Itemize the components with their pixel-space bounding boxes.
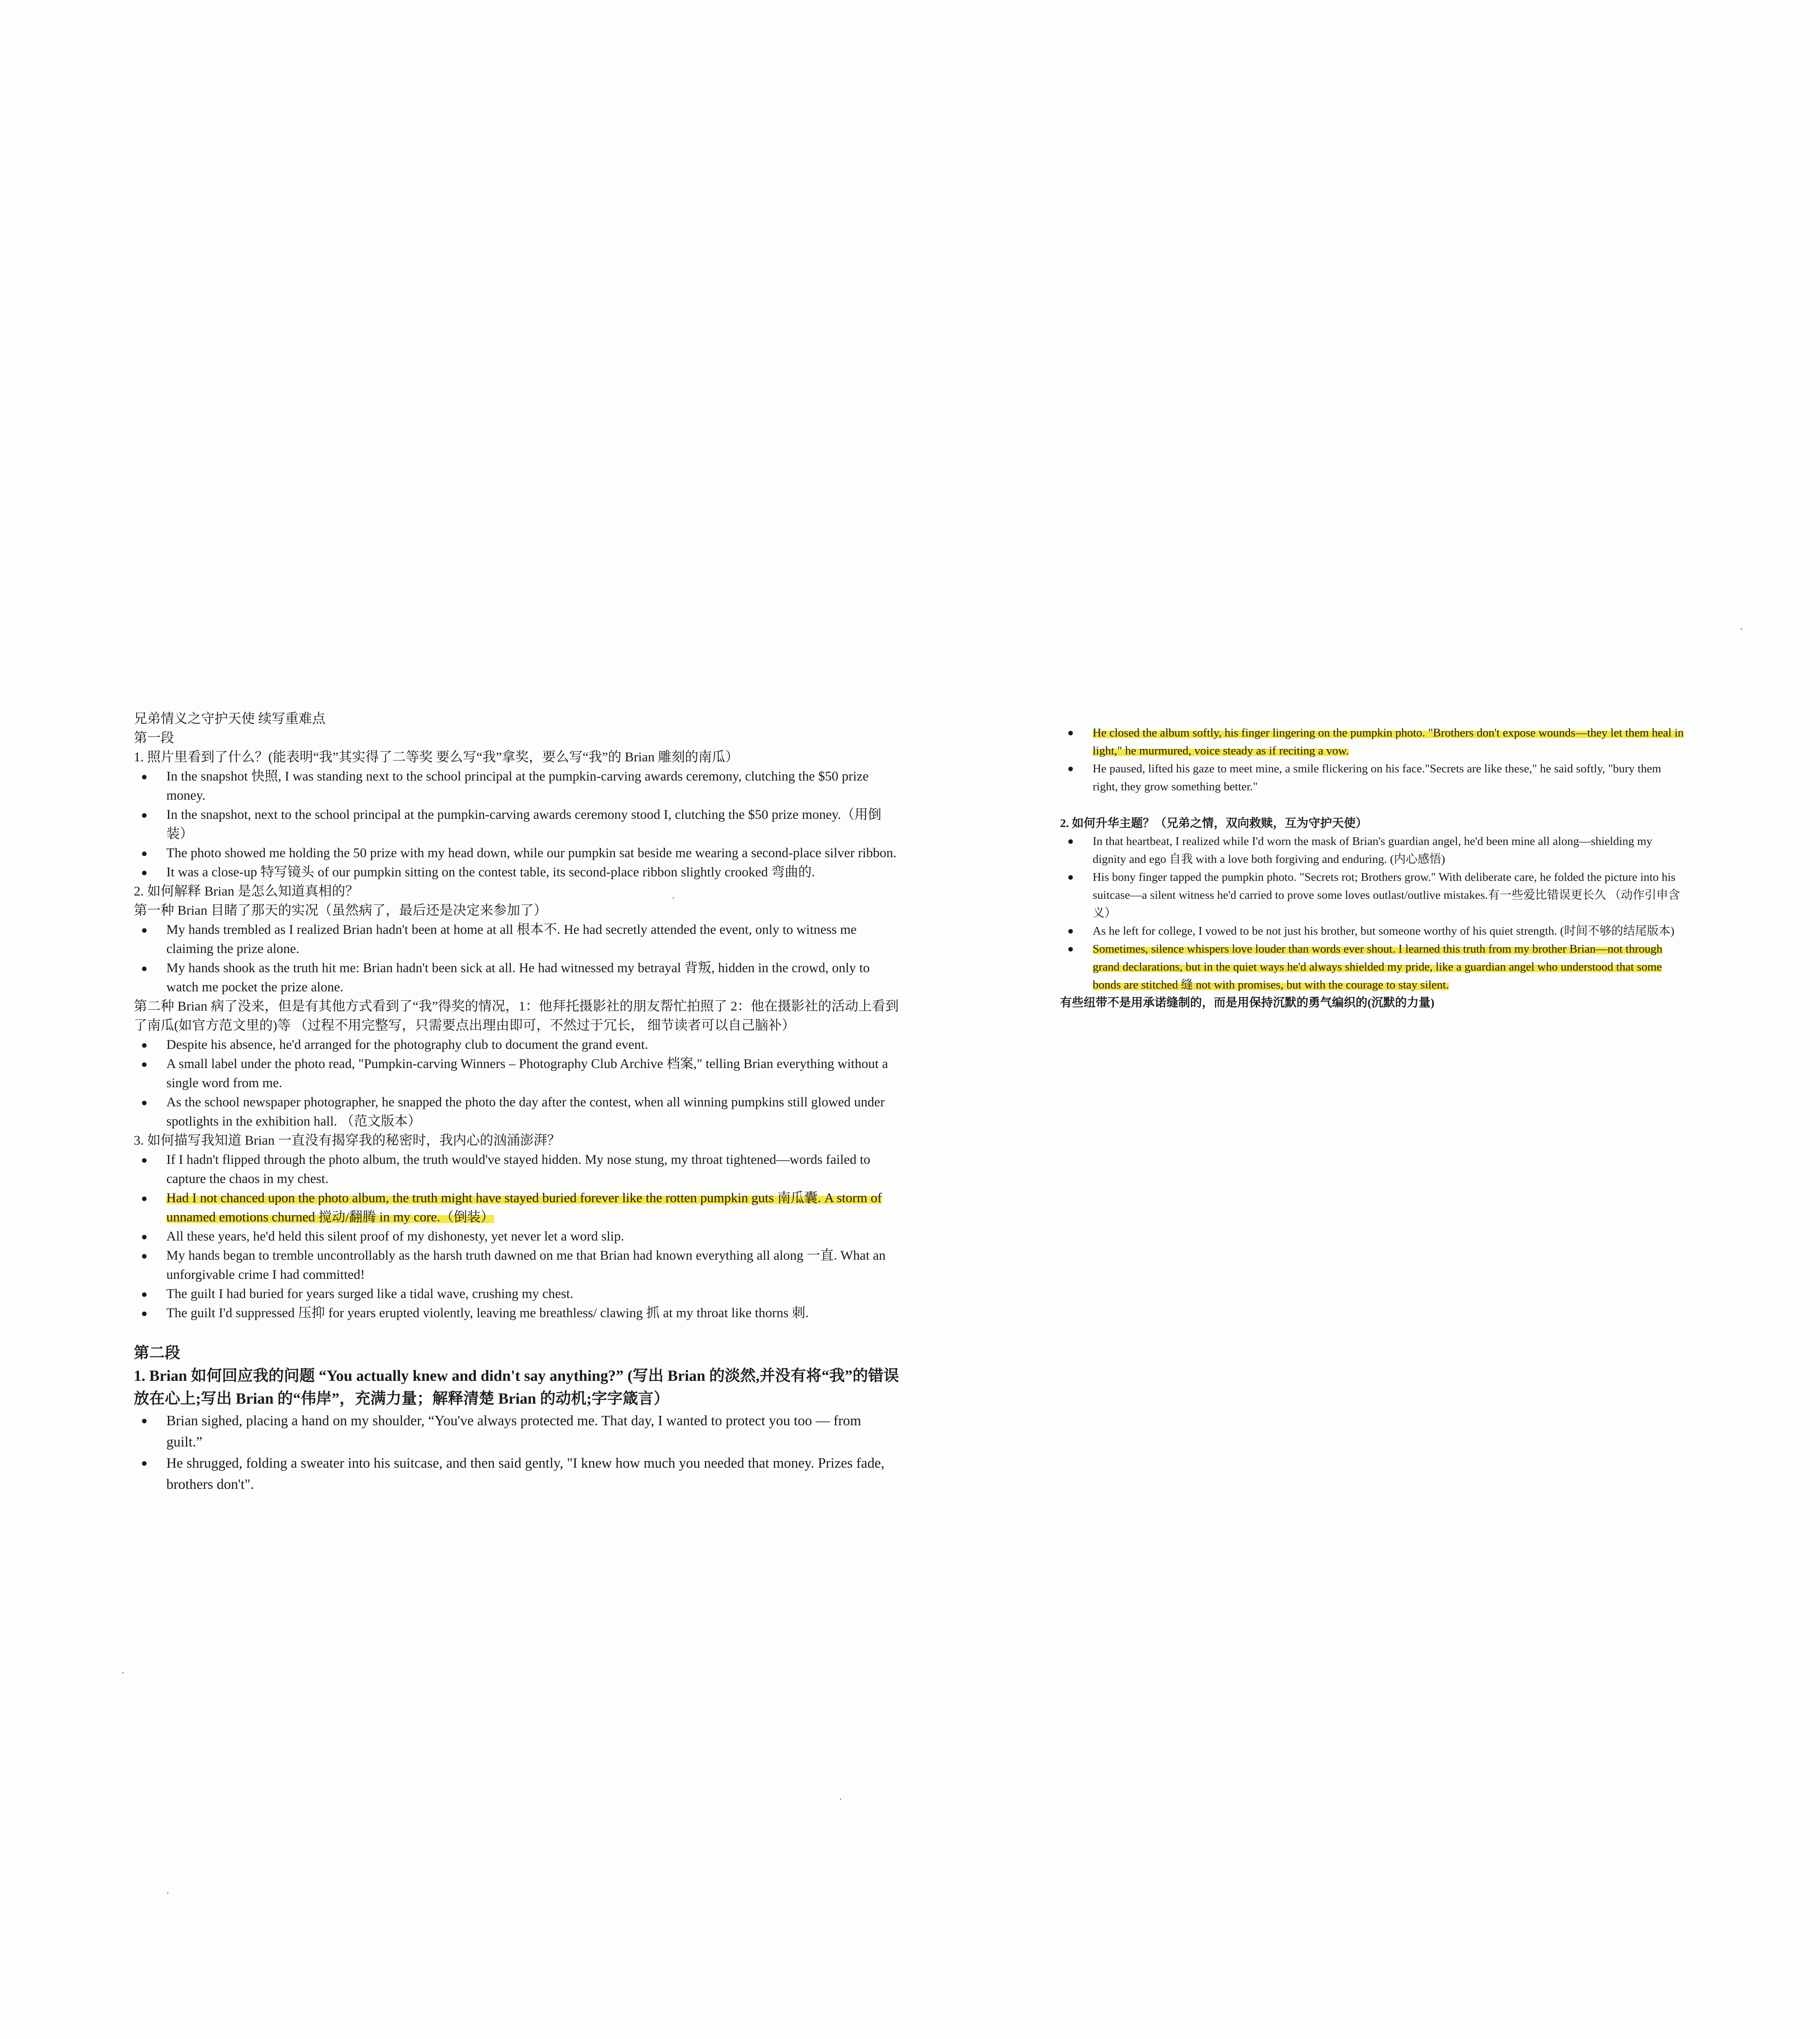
question-1: 1. 照片里看到了什么？(能表明“我”其实得了二等奖 要么写“我”拿奖，要么写“我”的 Brian 雕刻的南瓜） bbox=[134, 750, 739, 765]
list-item: ● He shrugged, folding a sweater into his suitcase, and then said gently, "I knew how much you needed that money. Prizes fade, brothers don't". bbox=[134, 1453, 900, 1495]
highlighted-text: Had I not chanced upon the photo album, the truth might have stayed buried forever like the rotten pumpkin guts 南瓜囊. A storm of unnamed emotions churned 搅动/翻腾 in my core.（倒装） bbox=[166, 1191, 882, 1225]
list-item: ● A small label under the photo read, "Pumpkin-carving Winners – Photography Club Archive 档案," telling Brian everything without a single word from me. bbox=[134, 1055, 900, 1093]
list-item-highlighted bbox=[1060, 940, 1684, 994]
scan-speck bbox=[122, 1672, 124, 1674]
list-item: ● Despite his absence, he'd arranged for the photography club to document the grand event. bbox=[134, 1035, 900, 1055]
list-item: ● In the snapshot, next to the school principal at the pumpkin-carving awards ceremony stood I, clutching the $50 prize money.（用倒装） bbox=[134, 805, 900, 844]
left-column bbox=[134, 710, 900, 1495]
spacer bbox=[134, 1323, 900, 1342]
list-item: ● The guilt I had buried for years surged like a tidal wave, crushing my chest. bbox=[134, 1285, 900, 1304]
list-item: ● Brian sighed, placing a hand on my shoulder, “You've always protected me. That day, I wanted to protect you too — from guilt.” bbox=[134, 1410, 900, 1453]
method-2: 第二种 Brian 病了没来，但是有其他方式看到了“我”得奖的情况，1：他拜托摄影社的朋友帮忙拍照了 2：他在摄影社的活动上看到了南瓜(如官方范文里的)等 （过程不用完整写，只需要点出理由即可，不然过于冗长， 细节读者可以自己脑补） bbox=[134, 999, 899, 1033]
highlighted-text: Sometimes, silence whispers love louder than words ever shout. I learned this truth from my brother Brian—not through grand declarations, but in the quiet ways he'd always shielded my pride, like a guardian angel who understood that some bonds are stitched 缝 not with promises, but with the courage to stay silent. bbox=[1093, 942, 1663, 991]
list-item: ● If I hadn't flipped through the photo album, the truth would've stayed hidden. My nose stung, my throat tightened—words failed to capture the chaos in my chest. bbox=[134, 1150, 900, 1189]
list-item: ● My hands trembled as I realized Brian hadn't been at home at all 根本不. He had secretly attended the event, only to witness me claiming the prize alone. bbox=[134, 920, 900, 959]
list-item: ● The guilt I'd suppressed 压抑 for years erupted violently, leaving me breathless/ clawing 抓 at my throat like thorns 刺. bbox=[134, 1304, 900, 1323]
list-item: ● As the school newspaper photographer, he snapped the photo the day after the contest, when all winning pumpkins still glowed under spotlights in the exhibition hall. （范文版本） bbox=[134, 1093, 900, 1131]
section1-heading: 第一段 bbox=[134, 731, 174, 745]
list-item: ● He paused, lifted his gaze to meet mine, a smile flickering on his face."Secrets are like these," he said softly, "bury them right, they grow something better." bbox=[1060, 760, 1684, 796]
scan-speck bbox=[673, 897, 674, 899]
list-item-highlighted bbox=[1060, 724, 1684, 760]
list-item: ● All these years, he'd held this silent proof of my dishonesty, yet never let a word slip. bbox=[134, 1227, 900, 1246]
list-item: ● His bony finger tapped the pumpkin photo. "Secrets rot; Brothers grow." With deliberate care, he folded the picture into his suitcase—a silent witness he'd carried to prove some loves outlast/outlive mistakes.有一些爱比错误更长久 （动作引申含义） bbox=[1060, 868, 1684, 922]
section2-question-1: 1. Brian 如何回应我的问题 “You actually knew and didn't say anything?” (写出 Brian 的淡然,并没有将“我”的错误放在心上;写出 Brian 的“伟岸”，充满力量；解释清楚 Brian 的动机;字字箴言） bbox=[134, 1367, 899, 1407]
list-item-highlighted bbox=[134, 1189, 900, 1227]
scan-speck bbox=[840, 1798, 841, 1800]
highlighted-text: He closed the album softly, his finger lingering on the pumpkin photo. "Brothers don't expose wounds—they let them heal in light," he murmured, voice steady as if reciting a vow. bbox=[1093, 726, 1684, 757]
method-1: 第一种 Brian 目睹了那天的实况（虽然病了，最后还是决定来参加了） bbox=[134, 903, 547, 918]
list-item: ● In the snapshot 快照, I was standing next to the school principal at the pumpkin-carving awards ceremony, clutching the $50 prize money. bbox=[134, 767, 900, 805]
list-item: ● My hands began to tremble uncontrollably as the harsh truth dawned on me that Brian had known everything all along 一直. What an unforgivable crime I had committed! bbox=[134, 1246, 900, 1285]
right-column bbox=[1060, 724, 1684, 1012]
list-item: ● It was a close-up 特写镜头 of our pumpkin sitting on the contest table, its second-place ribbon slightly crooked 弯曲的. bbox=[134, 863, 900, 882]
list-item: ● The photo showed me holding the 50 prize with my head down, while our pumpkin sat beside me wearing a second-place silver ribbon. bbox=[134, 844, 900, 863]
section2-heading: 第二段 bbox=[134, 1345, 181, 1362]
question-2: 2. 如何解释 Brian 是怎么知道真相的？ bbox=[134, 884, 359, 899]
list-item: ● In that heartbeat, I realized while I'd worn the mask of Brian's guardian angel, he'd been mine all along—shielding my dignity and ego 自我 with a love both forgiving and enduring. (内心感悟) bbox=[1060, 832, 1684, 868]
question-3: 3. 如何描写我知道 Brian 一直没有揭穿我的秘密时，我内心的汹涌澎湃？ bbox=[134, 1133, 561, 1148]
list-item: ● As he left for college, I vowed to be not just his brother, but someone worthy of his quiet strength. (时间不够的结尾版本) bbox=[1060, 922, 1684, 940]
scan-speck bbox=[1741, 628, 1742, 630]
spacer bbox=[1060, 796, 1684, 814]
list-item: ● My hands shook as the truth hit me: Brian hadn't been sick at all. He had witnessed my betrayal 背叛, hidden in the crowd, only to watch me pocket the prize alone. bbox=[134, 959, 900, 997]
final-note: 有些纽带不是用承诺缝制的，而是用保持沉默的勇气编织的(沉默的力量) bbox=[1060, 996, 1435, 1009]
question-2-right: 2. 如何升华主题？（兄弟之情，双向救赎，互为守护天使） bbox=[1060, 817, 1368, 830]
scan-speck bbox=[167, 1892, 168, 1894]
doc-title: 兄弟情义之守护天使 续写重难点 bbox=[134, 712, 326, 726]
